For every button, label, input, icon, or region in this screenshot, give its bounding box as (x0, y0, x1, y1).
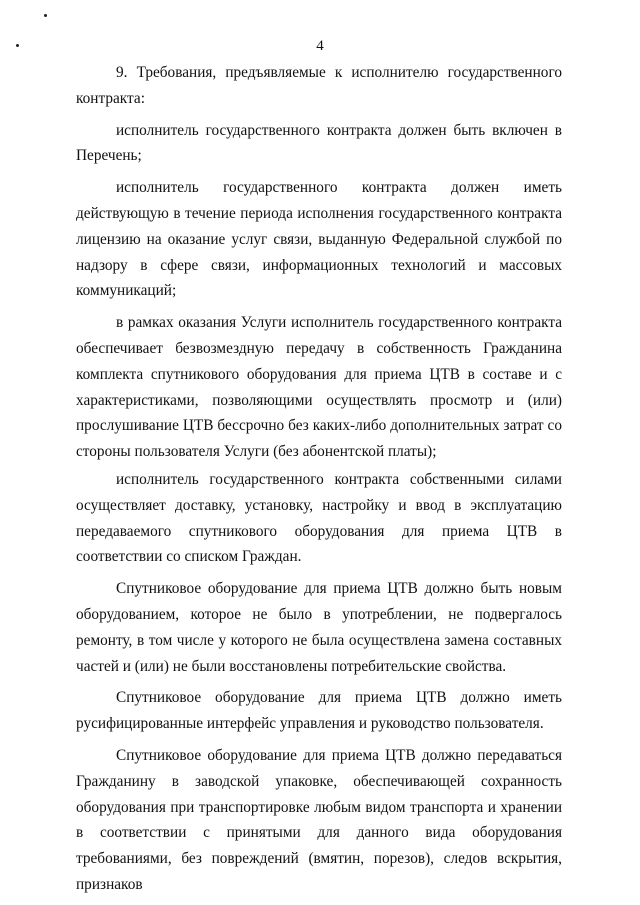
paragraph-delivery-installation: исполнитель государственного контракта собственными силами осуществляет доставку, установку, настройку и ввод в эксплуатацию передаваемого спутникового оборудования для приема ЦТВ в соответствии со списком Граждан. (76, 470, 562, 566)
paragraph-requirements-heading: 9. Требования, предъявляемые к исполнителю государственного контракта: (76, 64, 562, 107)
paragraph-factory-packaging: Спутниковое оборудование для приема ЦТВ должно передаваться Гражданину в заводской упаковке, обеспечивающей сохранность оборудования при транспортировке любым видом транспорта и хранении в соответствии с принятыми для данного вида оборудования требованиями, без повреждений (вмятин, порезов), следов вскрытия, признаков (76, 746, 562, 893)
document-body (76, 60, 562, 898)
paragraph-license: исполнитель государственного контракта должен иметь действующую в течение периода исполнения государственного контракта лицензию на оказание услуг связи, выданную Федеральной службой по надзору в сфере связи, информационных технологий и массовых коммуникаций; (76, 179, 562, 300)
paragraph-free-transfer: в рамках оказания Услуги исполнитель государственного контракта обеспечивает безвозмездную передачу в собственность Гражданина комплекта спутникового оборудования для приема ЦТВ в составе и с характеристиками, позволяющими осуществлять просмотр и (или) прослушивание ЦТВ бессрочно без каких-либо дополнительных затрат со стороны пользователя Услуги (без абонентской платы); (76, 314, 562, 461)
paragraph-russified-interface: Спутниковое оборудование для приема ЦТВ должно иметь русифицированные интерфейс управления и руководство пользователя. (76, 689, 562, 733)
scan-speck (44, 14, 47, 17)
paragraph-included-in-list: исполнитель государственного контракта должен быть включен в Перечень; (76, 121, 562, 165)
paragraph-new-equipment: Спутниковое оборудование для приема ЦТВ должно быть новым оборудованием, которое не было в употреблении, не подвергалось ремонту, в том числе у которого не была осуществлена замена составных частей и (или) не были восстановлены потребительские свойства. (76, 580, 562, 675)
page-number: 4 (316, 38, 324, 54)
